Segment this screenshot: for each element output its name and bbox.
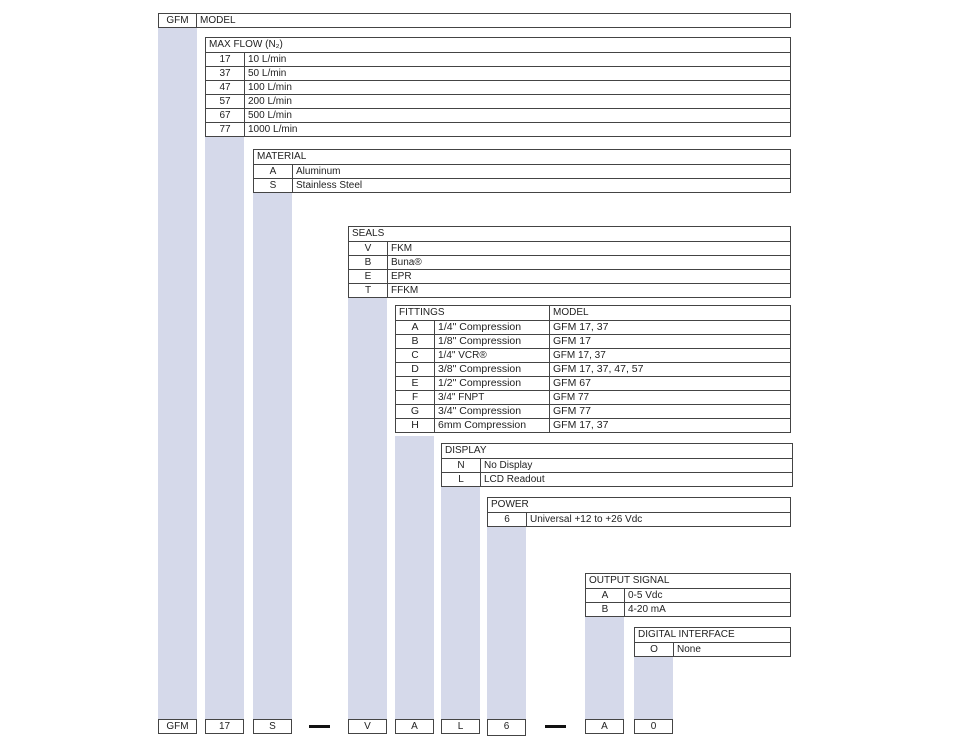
table-row xyxy=(349,241,790,255)
model-prefix: GFM xyxy=(166,15,189,26)
output-signal-table xyxy=(585,573,791,617)
table-row xyxy=(396,320,790,334)
max-flow-desc: 100 L/min xyxy=(248,82,292,93)
column-max-flow xyxy=(205,136,244,719)
seals-code: T xyxy=(349,284,388,297)
example-code: S xyxy=(269,721,276,732)
fittings-model: GFM 17, 37, 47, 57 xyxy=(553,363,644,375)
example-code-box xyxy=(441,719,480,734)
fittings-desc: 3/8" Compression xyxy=(435,363,550,376)
fittings-model: GFM 67 xyxy=(553,377,591,389)
material-desc: Aluminum xyxy=(296,166,341,177)
output-signal-code: B xyxy=(586,603,625,616)
fittings-model: GFM 77 xyxy=(553,405,591,417)
fittings-desc: 1/4" VCR® xyxy=(435,349,550,362)
seals-code: B xyxy=(349,256,388,269)
fittings-code: C xyxy=(396,349,435,362)
table-row xyxy=(396,362,790,376)
fittings-title: FITTINGS xyxy=(396,306,550,320)
display-code: L xyxy=(442,473,481,486)
example-code: V xyxy=(364,721,371,732)
example-code: A xyxy=(601,721,608,732)
column-seals xyxy=(348,298,387,719)
display-table xyxy=(441,443,793,487)
model-prefix-box xyxy=(158,13,197,28)
table-row xyxy=(254,164,790,178)
fittings-code: E xyxy=(396,377,435,390)
table-row xyxy=(349,283,790,297)
seals-title: SEALS xyxy=(352,228,385,239)
display-title: DISPLAY xyxy=(445,445,487,456)
seals-desc: FKM xyxy=(391,243,413,254)
example-code: GFM xyxy=(166,721,189,732)
table-row xyxy=(396,376,790,390)
seals-desc: EPR xyxy=(391,271,412,282)
max-flow-desc: 1000 L/min xyxy=(248,124,298,135)
fittings-header-row xyxy=(396,306,790,320)
table-row xyxy=(635,642,790,656)
fittings-code: D xyxy=(396,363,435,376)
material-title: MATERIAL xyxy=(257,151,307,162)
example-code: 0 xyxy=(650,721,657,732)
table-row xyxy=(488,512,790,526)
output-signal-desc: 0-5 Vdc xyxy=(628,590,663,601)
example-code-box xyxy=(634,719,673,734)
table-row xyxy=(206,66,790,80)
seals-desc: Buna® xyxy=(391,257,422,268)
table-row xyxy=(396,348,790,362)
column-model xyxy=(158,28,197,719)
example-code-box xyxy=(395,719,434,734)
power-table xyxy=(487,497,791,527)
digital-interface-desc: None xyxy=(677,644,701,655)
seals-code: V xyxy=(349,242,388,255)
table-row xyxy=(206,122,790,136)
column-fittings xyxy=(395,436,434,719)
fittings-model: GFM 77 xyxy=(553,392,590,403)
column-display xyxy=(441,486,480,719)
max-flow-desc: 50 L/min xyxy=(248,68,287,79)
table-row xyxy=(586,602,790,616)
max-flow-code: 77 xyxy=(206,123,245,136)
material-code: A xyxy=(254,165,293,178)
fittings-desc: 1/8" Compression xyxy=(435,335,550,348)
column-power xyxy=(487,526,526,719)
fittings-model: GFM 17, 37 xyxy=(553,419,609,431)
example-code: 17 xyxy=(218,721,231,732)
example-code: L xyxy=(457,721,464,732)
table-row xyxy=(586,588,790,602)
table-row xyxy=(396,418,790,432)
fittings-model: GFM 17 xyxy=(553,335,591,347)
table-row xyxy=(442,472,792,486)
table-row xyxy=(396,390,790,404)
max-flow-code: 47 xyxy=(206,81,245,94)
table-row xyxy=(396,404,790,418)
max-flow-desc: 200 L/min xyxy=(248,96,292,107)
example-code-box xyxy=(253,719,292,734)
max-flow-desc: 500 L/min xyxy=(248,110,292,121)
fittings-code: B xyxy=(396,335,435,348)
max-flow-code: 17 xyxy=(206,53,245,66)
dash-separator xyxy=(545,725,566,728)
example-code-box xyxy=(348,719,387,734)
fittings-table xyxy=(395,305,791,433)
table-row xyxy=(396,334,790,348)
material-desc: Stainless Steel xyxy=(296,180,363,191)
example-code: A xyxy=(411,721,418,732)
example-code-box xyxy=(585,719,624,734)
fittings-model: GFM 17, 37 xyxy=(553,321,609,333)
fittings-code: A xyxy=(396,321,435,334)
column-output-signal xyxy=(585,617,624,719)
dash-separator xyxy=(309,725,330,728)
display-desc: No Display xyxy=(484,460,533,471)
fittings-desc: 6mm Compression xyxy=(435,419,550,432)
max-flow-table xyxy=(205,37,791,137)
max-flow-code: 37 xyxy=(206,67,245,80)
fittings-desc: 1/2" Compression xyxy=(435,377,550,390)
example-code: 6 xyxy=(503,721,510,732)
table-row xyxy=(206,52,790,66)
material-table xyxy=(253,149,791,193)
display-desc: LCD Readout xyxy=(484,474,545,485)
column-digital-interface xyxy=(634,657,673,719)
power-title: POWER xyxy=(491,499,529,510)
table-row xyxy=(349,255,790,269)
digital-interface-code: O xyxy=(635,643,674,656)
example-code-box xyxy=(205,719,244,734)
power-code: 6 xyxy=(488,513,527,526)
table-row xyxy=(206,108,790,122)
table-row xyxy=(442,458,792,472)
fittings-desc: 3/4" Compression xyxy=(435,405,550,418)
example-code-box xyxy=(487,719,526,736)
output-signal-title: OUTPUT SIGNAL xyxy=(589,575,670,586)
digital-interface-title: DIGITAL INTERFACE xyxy=(638,629,735,640)
max-flow-code: 67 xyxy=(206,109,245,122)
max-flow-desc: 10 L/min xyxy=(248,54,287,65)
column-material xyxy=(253,192,292,719)
material-code: S xyxy=(254,179,293,192)
fittings-code: G xyxy=(396,405,435,418)
display-code: N xyxy=(442,459,481,472)
table-row xyxy=(206,94,790,108)
fittings-desc: 1/4" Compression xyxy=(435,321,550,334)
power-desc: Universal +12 to +26 Vdc xyxy=(530,514,643,525)
table-row xyxy=(349,269,790,283)
fittings-code: H xyxy=(396,419,435,432)
model-label-box xyxy=(196,13,791,28)
model-label: MODEL xyxy=(200,15,236,26)
table-row xyxy=(206,80,790,94)
fittings-code: F xyxy=(396,391,435,404)
seals-code: E xyxy=(349,270,388,283)
table-row xyxy=(254,178,790,192)
fittings-desc: 3/4" FNPT xyxy=(435,391,550,404)
max-flow-code: 57 xyxy=(206,95,245,108)
output-signal-code: A xyxy=(586,589,625,602)
output-signal-desc: 4-20 mA xyxy=(628,604,666,615)
seals-desc: FFKM xyxy=(391,285,419,296)
example-code-box xyxy=(158,719,197,734)
fittings-model-title: MODEL xyxy=(553,307,589,318)
max-flow-title: MAX FLOW (N₂) xyxy=(209,39,283,50)
fittings-model: GFM 17, 37 xyxy=(553,350,606,361)
digital-interface-table xyxy=(634,627,791,657)
seals-table xyxy=(348,226,791,298)
